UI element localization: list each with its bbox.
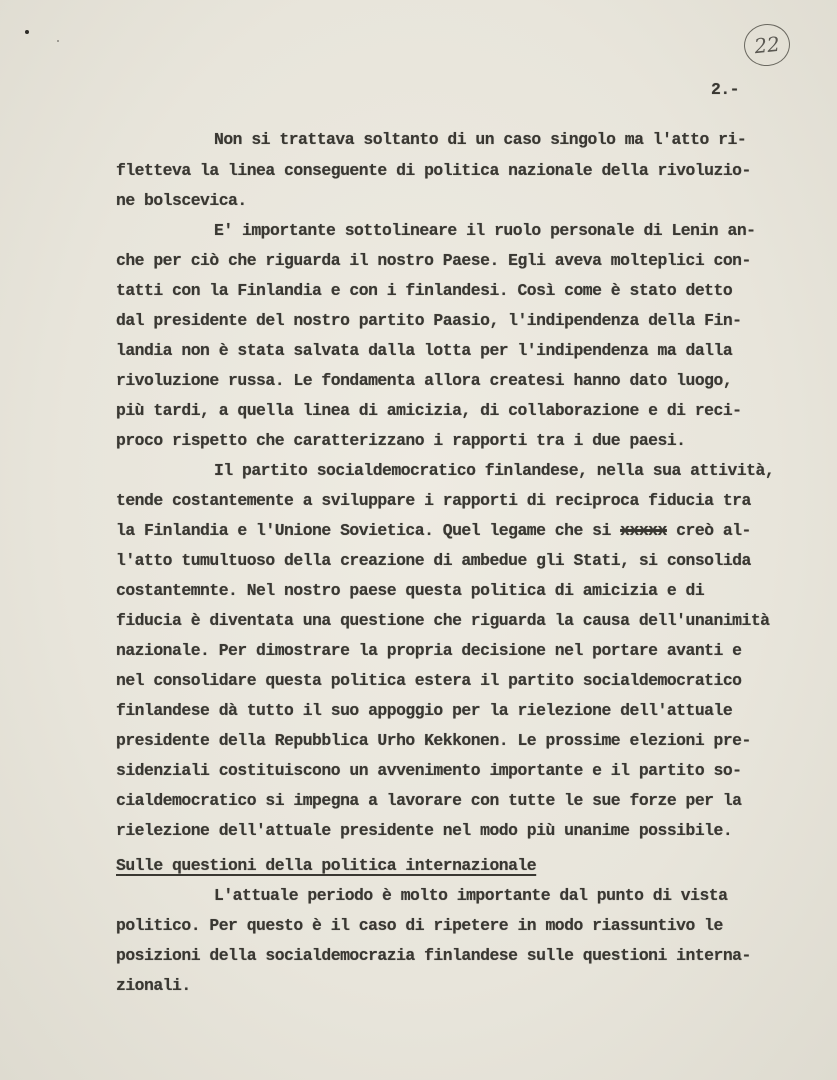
text-line: posizioni della socialdemocrazia finlandese sulle questioni interna- — [116, 946, 751, 965]
folio-number-circled: 22 — [742, 22, 792, 69]
ink-speck — [25, 30, 29, 34]
text-line: Il partito socialdemocratico finlandese, nella sua attività, — [214, 461, 775, 480]
ink-speck — [57, 40, 59, 42]
text-line: ne bolscevica. — [116, 191, 247, 210]
text-line: zionali. — [116, 976, 191, 995]
text-line: fletteva la linea conseguente di politica nazionale della rivoluzio- — [116, 161, 751, 180]
struck-out-word: xxxxx — [620, 521, 667, 540]
page-number: 2.- — [711, 80, 740, 99]
text-line: tatti con la Finlandia e con i finlandesi. Così come è stato detto — [116, 281, 733, 300]
text-line: proco rispetto che caratterizzano i rapporti tra i due paesi. — [116, 431, 686, 450]
text-line: tende costantemente a sviluppare i rapporti di reciproca fiducia tra — [116, 491, 751, 510]
text-line-with-strikeout — [116, 521, 751, 540]
text-line: costantemnte. Nel nostro paese questa politica di amicizia e di — [116, 581, 705, 600]
text-line: sidenziali costituiscono un avvenimento importante e il partito so- — [116, 761, 742, 780]
text-line: Non si trattava soltanto di un caso singolo ma l'atto ri- — [214, 130, 747, 149]
text-line: cialdemocratico si impegna a lavorare con tutte le sue forze per la — [116, 791, 742, 810]
text-line: presidente della Repubblica Urho Kekkonen. Le prossime elezioni pre- — [116, 731, 751, 750]
text-line: dal presidente del nostro partito Paasio, l'indipendenza della Fin- — [116, 311, 742, 330]
text-line: nazionale. Per dimostrare la propria decisione nel portare avanti e — [116, 641, 742, 660]
text-fragment: la Finlandia e l'Unione Sovietica. Quel legame che si — [116, 521, 621, 540]
text-line: politico. Per questo è il caso di ripetere in modo riassuntivo le — [116, 916, 723, 935]
text-line: che per ciò che riguarda il nostro Paese. Egli aveva molteplici con- — [116, 251, 751, 270]
text-line: E' importante sottolineare il ruolo personale di Lenin an- — [214, 221, 756, 240]
section-heading: Sulle questioni della politica internazionale — [116, 856, 537, 875]
text-line: L'attuale periodo è molto importante dal punto di vista — [214, 886, 728, 905]
text-line: fiducia è diventata una questione che riguarda la causa dell'unanimità — [116, 611, 770, 630]
text-line: rivoluzione russa. Le fondamenta allora createsi hanno dato luogo, — [116, 371, 733, 390]
text-line: più tardi, a quella linea di amicizia, di collaborazione e di reci- — [116, 401, 742, 420]
text-line: rielezione dell'attuale presidente nel modo più unanime possibile. — [116, 821, 733, 840]
text-fragment: creò al- — [666, 521, 751, 540]
text-line: l'atto tumultuoso della creazione di ambedue gli Stati, si consolida — [116, 551, 751, 570]
text-line: landia non è stata salvata dalla lotta per l'indipendenza ma dalla — [116, 341, 733, 360]
text-line: nel consolidare questa politica estera il partito socialdemocratico — [116, 671, 742, 690]
text-line: finlandese dà tutto il suo appoggio per la rielezione dell'attuale — [116, 701, 733, 720]
